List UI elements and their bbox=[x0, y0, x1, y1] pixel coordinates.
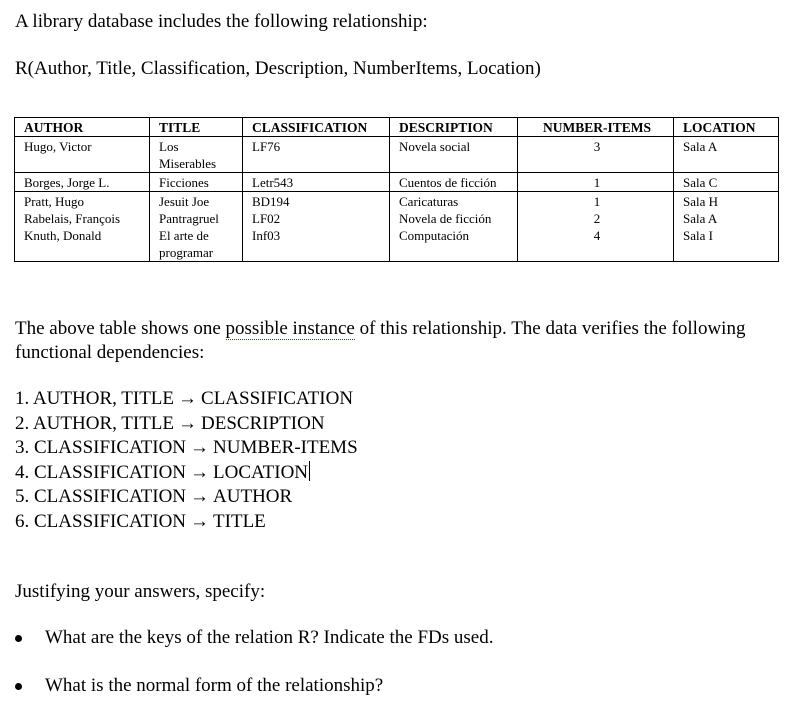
cell-description: Computación bbox=[390, 227, 518, 262]
fd-lhs: 4. CLASSIFICATION bbox=[15, 461, 187, 483]
cell-author: Knuth, Donald bbox=[15, 227, 150, 262]
cell-title: El arte de programar bbox=[150, 227, 243, 262]
fd-rhs: CLASSIFICATION bbox=[201, 388, 354, 409]
cell-title: Ficciones bbox=[150, 173, 243, 192]
arrow-icon: → bbox=[190, 437, 210, 459]
library-table bbox=[14, 117, 779, 262]
intro-text: A library database includes the following relationship: bbox=[15, 11, 428, 32]
bullet-icon bbox=[15, 683, 22, 690]
cell-author: Rabelais, François bbox=[15, 210, 150, 227]
instructions-text: Justifying your answers, specify: bbox=[15, 581, 266, 602]
explanation-paragraph bbox=[15, 317, 755, 365]
cell-author: Borges, Jorge L. bbox=[15, 173, 150, 192]
proofing-underlined-phrase[interactable]: possible instance bbox=[225, 318, 355, 339]
header-location: LOCATION bbox=[674, 118, 779, 137]
cell-classification: BD194 bbox=[243, 192, 390, 211]
cell-number-items: 2 bbox=[518, 210, 674, 227]
fd-lhs: 5. CLASSIFICATION bbox=[15, 486, 187, 508]
cell-description: Caricaturas bbox=[390, 192, 518, 211]
cell-description: Novela de ficción bbox=[390, 210, 518, 227]
fd-rhs: AUTHOR bbox=[213, 486, 293, 508]
question-text: What are the keys of the relation R? Indicate the FDs used. bbox=[45, 627, 494, 648]
relation-schema: R(Author, Title, Classification, Description, NumberItems, Location) bbox=[15, 58, 541, 79]
cell-classification: Inf03 bbox=[243, 227, 390, 262]
header-classification: CLASSIFICATION bbox=[243, 118, 390, 137]
fd-rhs: TITLE bbox=[213, 510, 266, 532]
questions-list bbox=[15, 626, 493, 722]
cell-classification: LF76 bbox=[243, 137, 390, 173]
cell-author: Pratt, Hugo bbox=[15, 192, 150, 211]
header-author: AUTHOR bbox=[15, 118, 150, 137]
cell-description: Novela social bbox=[390, 137, 518, 173]
table-row bbox=[15, 137, 779, 173]
cell-author: Hugo, Victor bbox=[15, 137, 150, 173]
cell-number-items: 4 bbox=[518, 227, 674, 262]
fd-lhs: 3. CLASSIFICATION bbox=[15, 437, 187, 459]
cell-classification: Letr543 bbox=[243, 173, 390, 192]
fd-item bbox=[15, 412, 358, 437]
fd-lhs: 1. AUTHOR, TITLE bbox=[15, 388, 175, 409]
cell-description: Cuentos de ficción bbox=[390, 173, 518, 192]
cell-location: Sala I bbox=[674, 227, 779, 262]
fd-rhs: NUMBER-ITEMS bbox=[213, 437, 358, 459]
arrow-icon: → bbox=[190, 486, 210, 508]
table-row bbox=[15, 227, 779, 262]
cell-number-items: 3 bbox=[518, 137, 674, 173]
table-row bbox=[15, 210, 779, 227]
bullet-icon bbox=[15, 635, 22, 642]
paragraph-before: The above table shows one bbox=[15, 318, 226, 339]
arrow-icon: → bbox=[190, 510, 210, 532]
arrow-icon: → bbox=[190, 461, 210, 483]
header-description: DESCRIPTION bbox=[390, 118, 518, 137]
table-row bbox=[15, 173, 779, 192]
cell-number-items: 1 bbox=[518, 173, 674, 192]
question-text: What is the normal form of the relationship? bbox=[45, 675, 384, 696]
header-number-items: NUMBER-ITEMS bbox=[518, 118, 674, 137]
header-title: TITLE bbox=[150, 118, 243, 137]
cell-location: Sala C bbox=[674, 173, 779, 192]
fd-item bbox=[15, 436, 358, 461]
cell-classification: LF02 bbox=[243, 210, 390, 227]
fd-lhs: 2. AUTHOR, TITLE bbox=[15, 412, 175, 434]
table-row bbox=[15, 192, 779, 211]
cell-title: Pantragruel bbox=[150, 210, 243, 227]
text-cursor bbox=[309, 461, 310, 481]
fd-item bbox=[15, 387, 358, 412]
cell-location: Sala A bbox=[674, 137, 779, 173]
cell-location: Sala H bbox=[674, 192, 779, 211]
cell-location: Sala A bbox=[674, 210, 779, 227]
fd-rhs: DESCRIPTION bbox=[201, 412, 325, 434]
cell-number-items: 1 bbox=[518, 192, 674, 211]
fd-lhs: 6. CLASSIFICATION bbox=[15, 510, 187, 532]
list-item bbox=[15, 626, 493, 674]
arrow-icon: → bbox=[178, 412, 198, 434]
list-item bbox=[15, 674, 493, 722]
functional-dependencies-list bbox=[15, 387, 358, 535]
cell-title: Jesuit Joe bbox=[150, 192, 243, 211]
table-header-row bbox=[15, 118, 779, 137]
fd-rhs: LOCATION bbox=[213, 461, 309, 483]
fd-item bbox=[15, 510, 358, 535]
fd-item bbox=[15, 461, 358, 486]
cell-title: Los Miserables bbox=[150, 137, 243, 173]
arrow-icon: → bbox=[178, 388, 198, 409]
fd-item bbox=[15, 485, 358, 510]
paragraph-after: of this relationship. The data verifies the following functional dependencies: bbox=[15, 318, 746, 363]
